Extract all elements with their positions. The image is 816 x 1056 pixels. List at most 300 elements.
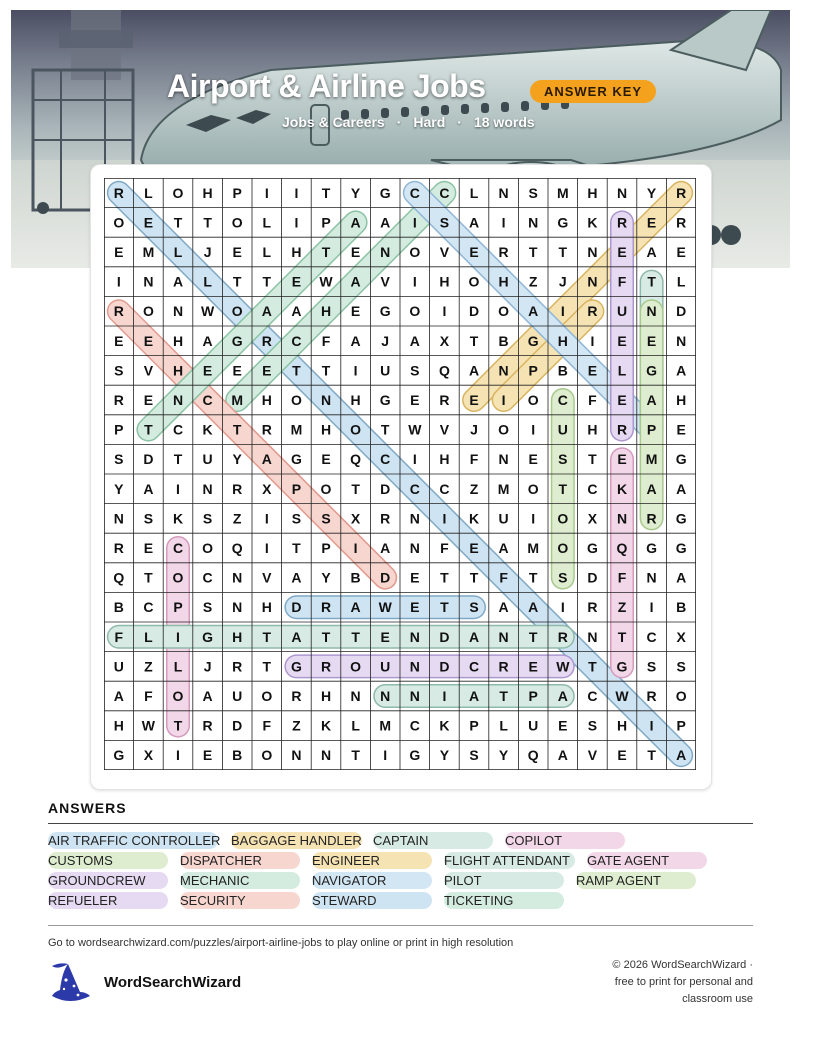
grid-letter[interactable]: T (528, 569, 538, 586)
grid-letter[interactable]: E (321, 451, 331, 468)
grid-letter[interactable]: Y (646, 184, 657, 201)
grid-letter[interactable]: M (645, 451, 658, 468)
grid-letter[interactable]: K (468, 510, 480, 527)
grid-letter[interactable]: O (172, 184, 184, 201)
grid-letter[interactable]: A (113, 688, 124, 704)
grid-letter[interactable]: I (116, 273, 121, 290)
grid-letter[interactable]: F (617, 569, 627, 586)
grid-letter[interactable]: H (291, 244, 302, 260)
grid-letter[interactable]: P (646, 421, 657, 438)
grid-letter[interactable]: W (556, 658, 570, 675)
grid-letter[interactable]: O (468, 273, 480, 290)
grid-letter[interactable]: T (558, 244, 568, 260)
grid-letter[interactable]: P (321, 214, 331, 231)
grid-letter[interactable]: N (498, 184, 509, 201)
grid-letter[interactable]: G (557, 214, 569, 231)
grid-letter[interactable]: G (379, 184, 391, 201)
grid-letter[interactable]: N (409, 688, 420, 704)
grid-letter[interactable]: G (646, 540, 658, 556)
grid-letter[interactable]: E (587, 362, 598, 379)
grid-letter[interactable]: C (202, 569, 213, 586)
grid-letter[interactable]: V (262, 569, 272, 586)
grid-letter[interactable]: G (586, 540, 598, 556)
grid-letter[interactable]: S (202, 510, 213, 527)
grid-letter[interactable]: C (439, 480, 450, 497)
grid-letter[interactable]: C (409, 480, 420, 497)
grid-letter[interactable]: L (173, 658, 183, 675)
grid-letter[interactable]: F (469, 451, 479, 468)
grid-letter[interactable]: R (557, 628, 568, 645)
grid-letter[interactable]: T (292, 362, 301, 379)
grid-letter[interactable]: R (113, 392, 124, 408)
grid-letter[interactable]: F (262, 717, 272, 734)
grid-letter[interactable]: G (379, 392, 391, 408)
grid-letter[interactable]: P (321, 540, 331, 556)
grid-letter[interactable]: K (320, 717, 332, 734)
grid-letter[interactable]: R (113, 540, 124, 556)
grid-letter[interactable]: B (557, 362, 568, 379)
grid-letter[interactable]: Z (617, 599, 627, 616)
grid-letter[interactable]: O (290, 392, 302, 408)
grid-letter[interactable]: G (675, 510, 687, 527)
grid-letter[interactable]: A (350, 599, 361, 616)
grid-letter[interactable]: H (261, 599, 272, 616)
grid-letter[interactable]: A (380, 540, 391, 556)
grid-letter[interactable]: E (676, 244, 686, 260)
grid-letter[interactable]: F (588, 392, 597, 408)
grid-letter[interactable]: Z (469, 480, 479, 497)
grid-letter[interactable]: Y (321, 569, 331, 586)
grid-letter[interactable]: Y (350, 184, 361, 201)
grid-letter[interactable]: D (380, 569, 391, 586)
grid-letter[interactable]: A (676, 747, 687, 764)
grid-letter[interactable]: Z (528, 273, 538, 290)
grid-letter[interactable]: N (143, 273, 154, 290)
grid-letter[interactable]: U (380, 362, 391, 379)
grid-letter[interactable]: P (676, 717, 686, 734)
grid-letter[interactable]: S (321, 510, 331, 527)
grid-letter[interactable]: N (409, 540, 420, 556)
grid-letter[interactable]: D (587, 569, 598, 586)
grid-letter[interactable]: O (172, 688, 184, 704)
grid-letter[interactable]: N (409, 510, 420, 527)
grid-letter[interactable]: I (560, 599, 565, 616)
grid-letter[interactable]: N (676, 332, 687, 349)
grid-letter[interactable]: G (646, 362, 658, 379)
grid-letter[interactable]: V (143, 362, 154, 379)
grid-letter[interactable]: N (587, 273, 598, 290)
grid-letter[interactable]: M (556, 184, 569, 201)
grid-letter[interactable]: E (528, 658, 538, 675)
grid-letter[interactable]: Q (616, 540, 628, 556)
grid-letter[interactable]: R (676, 214, 687, 231)
grid-letter[interactable]: T (440, 569, 449, 586)
grid-letter[interactable]: T (262, 628, 272, 645)
grid-letter[interactable]: S (202, 599, 213, 616)
grid-letter[interactable]: H (616, 717, 628, 734)
grid-letter[interactable]: S (469, 599, 479, 616)
grid-letter[interactable]: E (617, 451, 627, 468)
grid-letter[interactable]: V (439, 244, 450, 260)
grid-letter[interactable]: O (320, 480, 332, 497)
grid-letter[interactable]: I (176, 747, 180, 764)
grid-letter[interactable]: O (557, 510, 569, 527)
grid-letter[interactable]: G (290, 451, 302, 468)
grid-letter[interactable]: H (557, 332, 568, 349)
grid-letter[interactable]: A (380, 214, 391, 231)
grid-letter[interactable]: P (173, 599, 183, 616)
grid-letter[interactable]: K (587, 214, 598, 231)
grid-letter[interactable]: T (617, 628, 627, 645)
grid-letter[interactable]: T (321, 628, 331, 645)
grid-letter[interactable]: Z (292, 717, 301, 734)
grid-letter[interactable]: E (617, 747, 627, 764)
grid-letter[interactable]: X (143, 747, 154, 764)
grid-letter[interactable]: R (291, 688, 302, 704)
grid-letter[interactable]: F (144, 688, 153, 704)
grid-letter[interactable]: H (320, 303, 332, 320)
grid-letter[interactable]: O (409, 303, 421, 320)
grid-letter[interactable]: S (291, 510, 302, 527)
grid-letter[interactable]: R (261, 332, 272, 349)
grid-letter[interactable]: G (527, 332, 539, 349)
grid-letter[interactable]: D (676, 303, 687, 320)
grid-letter[interactable]: I (412, 451, 417, 468)
grid-letter[interactable]: I (176, 628, 180, 645)
grid-letter[interactable]: F (499, 569, 508, 586)
grid-letter[interactable]: H (587, 421, 598, 438)
grid-letter[interactable]: S (114, 451, 124, 468)
grid-letter[interactable]: H (676, 392, 687, 408)
grid-letter[interactable]: J (203, 244, 212, 260)
grid-letter[interactable]: X (262, 480, 272, 497)
grid-letter[interactable]: R (587, 599, 598, 616)
grid-letter[interactable]: L (617, 362, 627, 379)
grid-letter[interactable]: I (294, 184, 299, 201)
grid-letter[interactable]: A (468, 214, 480, 231)
grid-letter[interactable]: Y (439, 747, 450, 764)
grid-letter[interactable]: A (409, 332, 420, 349)
grid-letter[interactable]: R (587, 303, 598, 320)
grid-letter[interactable]: C (587, 688, 598, 704)
grid-letter[interactable]: S (410, 362, 420, 379)
grid-letter[interactable]: E (291, 273, 302, 290)
grid-letter[interactable]: U (232, 688, 243, 704)
grid-letter[interactable]: Q (231, 540, 243, 556)
grid-letter[interactable]: P (469, 717, 479, 734)
grid-letter[interactable]: X (350, 510, 361, 527)
grid-letter[interactable]: N (232, 569, 243, 586)
grid-letter[interactable]: A (676, 362, 687, 379)
grid-letter[interactable]: T (469, 332, 479, 349)
grid-letter[interactable]: E (410, 569, 420, 586)
grid-letter[interactable]: H (113, 717, 124, 734)
grid-letter[interactable]: V (439, 421, 450, 438)
grid-letter[interactable]: E (350, 303, 361, 320)
grid-letter[interactable]: R (380, 510, 391, 527)
grid-letter[interactable]: C (380, 451, 391, 468)
grid-letter[interactable]: N (113, 510, 124, 527)
grid-letter[interactable]: M (290, 421, 303, 438)
grid-letter[interactable]: R (232, 480, 243, 497)
grid-letter[interactable]: N (172, 303, 184, 320)
grid-letter[interactable]: T (321, 244, 331, 260)
grid-letter[interactable]: E (380, 628, 390, 645)
grid-letter[interactable]: I (383, 747, 388, 764)
grid-letter[interactable]: F (440, 540, 449, 556)
grid-letter[interactable]: F (114, 628, 124, 645)
grid-letter[interactable]: R (202, 717, 213, 734)
grid-letter[interactable]: W (408, 421, 422, 438)
grid-letter[interactable]: I (412, 273, 417, 290)
grid-letter[interactable]: T (173, 717, 183, 734)
grid-letter[interactable]: A (172, 273, 184, 290)
grid-letter[interactable]: I (501, 214, 506, 231)
grid-letter[interactable]: U (380, 658, 391, 675)
grid-letter[interactable]: D (380, 480, 391, 497)
grid-letter[interactable]: L (144, 184, 153, 201)
grid-letter[interactable]: E (202, 362, 213, 379)
grid-letter[interactable]: R (113, 303, 124, 320)
grid-letter[interactable]: O (557, 540, 569, 556)
grid-letter[interactable]: W (615, 688, 629, 704)
grid-letter[interactable]: H (172, 332, 184, 349)
grid-letter[interactable]: P (291, 480, 302, 497)
grid-letter[interactable]: T (588, 658, 597, 675)
grid-letter[interactable]: U (616, 303, 628, 320)
grid-letter[interactable]: R (646, 510, 657, 527)
grid-letter[interactable]: M (527, 540, 540, 556)
grid-letter[interactable]: N (320, 392, 332, 408)
grid-letter[interactable]: E (558, 717, 568, 734)
grid-letter[interactable]: L (203, 273, 212, 290)
grid-letter[interactable]: N (409, 658, 420, 675)
grid-letter[interactable]: G (113, 747, 125, 764)
grid-letter[interactable]: E (676, 421, 686, 438)
grid-letter[interactable]: T (232, 421, 242, 438)
grid-letter[interactable]: B (498, 332, 509, 349)
grid-letter[interactable]: T (647, 273, 656, 290)
grid-letter[interactable]: I (649, 717, 654, 734)
grid-letter[interactable]: T (203, 214, 212, 231)
grid-letter[interactable]: S (114, 362, 124, 379)
grid-letter[interactable]: G (231, 332, 243, 349)
grid-letter[interactable]: T (173, 451, 183, 468)
grid-letter[interactable]: E (617, 332, 627, 349)
grid-letter[interactable]: N (528, 214, 539, 231)
grid-letter[interactable]: D (143, 451, 154, 468)
grid-letter[interactable]: T (262, 658, 272, 675)
grid-letter[interactable]: E (232, 362, 242, 379)
grid-letter[interactable]: S (558, 451, 568, 468)
grid-letter[interactable]: A (498, 599, 509, 616)
grid-letter[interactable]: T (558, 480, 568, 497)
grid-letter[interactable]: V (587, 747, 598, 764)
grid-letter[interactable]: D (468, 303, 480, 320)
grid-letter[interactable]: A (468, 362, 480, 379)
grid-letter[interactable]: J (203, 658, 212, 675)
grid-letter[interactable]: R (498, 244, 509, 260)
grid-letter[interactable]: N (646, 303, 657, 320)
grid-letter[interactable]: F (321, 332, 331, 349)
grid-letter[interactable]: A (202, 688, 213, 704)
grid-letter[interactable]: T (144, 421, 153, 438)
grid-letter[interactable]: N (498, 362, 509, 379)
grid-letter[interactable]: U (557, 421, 568, 438)
grid-letter[interactable]: D (439, 658, 450, 675)
grid-letter[interactable]: A (646, 480, 657, 497)
grid-letter[interactable]: X (676, 628, 686, 645)
grid-letter[interactable]: W (378, 599, 392, 616)
grid-letter[interactable]: N (380, 688, 391, 704)
grid-letter[interactable]: C (172, 540, 184, 556)
grid-letter[interactable]: G (675, 451, 687, 468)
grid-letter[interactable]: I (560, 303, 565, 320)
grid-letter[interactable]: S (676, 658, 686, 675)
grid-letter[interactable]: A (676, 569, 687, 586)
grid-letter[interactable]: S (439, 214, 450, 231)
grid-letter[interactable]: I (442, 688, 447, 704)
grid-letter[interactable]: K (616, 480, 628, 497)
grid-letter[interactable]: N (202, 480, 213, 497)
grid-letter[interactable]: D (439, 628, 450, 645)
grid-letter[interactable]: L (469, 184, 479, 201)
grid-letter[interactable]: E (143, 392, 154, 408)
grid-letter[interactable]: O (202, 540, 214, 556)
grid-letter[interactable]: S (587, 717, 598, 734)
grid-letter[interactable]: H (261, 392, 272, 408)
grid-letter[interactable]: S (528, 184, 538, 201)
grid-letter[interactable]: R (232, 658, 243, 675)
grid-letter[interactable]: B (232, 747, 243, 764)
grid-letter[interactable]: O (231, 303, 243, 320)
grid-letter[interactable]: A (646, 392, 657, 408)
grid-letter[interactable]: M (142, 244, 155, 260)
grid-letter[interactable]: U (528, 717, 539, 734)
grid-letter[interactable]: S (646, 658, 657, 675)
grid-letter[interactable]: O (498, 421, 510, 438)
grid-letter[interactable]: N (409, 628, 420, 645)
grid-letter[interactable]: A (291, 628, 302, 645)
grid-letter[interactable]: E (143, 540, 154, 556)
grid-letter[interactable]: E (350, 244, 361, 260)
grid-letter[interactable]: C (291, 332, 302, 349)
grid-letter[interactable]: I (264, 510, 269, 527)
grid-letter[interactable]: E (469, 244, 479, 260)
grid-letter[interactable]: A (646, 244, 657, 260)
grid-letter[interactable]: N (616, 184, 628, 201)
grid-letter[interactable]: P (232, 184, 242, 201)
grid-letter[interactable]: E (528, 451, 538, 468)
grid-letter[interactable]: S (469, 747, 479, 764)
grid-letter[interactable]: M (379, 717, 392, 734)
grid-letter[interactable]: R (439, 392, 450, 408)
grid-letter[interactable]: T (469, 569, 479, 586)
grid-letter[interactable]: C (646, 628, 657, 645)
grid-letter[interactable]: L (351, 717, 360, 734)
grid-letter[interactable]: E (617, 392, 627, 408)
grid-letter[interactable]: T (321, 362, 331, 379)
grid-letter[interactable]: I (353, 362, 358, 379)
grid-letter[interactable]: H (498, 273, 509, 290)
grid-letter[interactable]: A (291, 569, 302, 586)
grid-letter[interactable]: B (113, 599, 124, 616)
grid-letter[interactable]: E (143, 214, 154, 231)
grid-letter[interactable]: R (616, 421, 628, 438)
grid-letter[interactable]: F (617, 273, 627, 290)
grid-letter[interactable]: D (232, 717, 243, 734)
grid-letter[interactable]: Z (232, 510, 242, 527)
grid-letter[interactable]: Y (498, 747, 509, 764)
grid-letter[interactable]: B (676, 599, 687, 616)
grid-letter[interactable]: R (320, 599, 332, 616)
grid-letter[interactable]: Y (232, 451, 242, 468)
grid-letter[interactable]: R (616, 214, 628, 231)
grid-letter[interactable]: U (498, 510, 509, 527)
grid-letter[interactable]: A (468, 628, 480, 645)
grid-letter[interactable]: T (232, 273, 242, 290)
grid-letter[interactable]: A (261, 303, 272, 320)
footer-link-text[interactable]: Go to wordsearchwizard.com/puzzles/airport-airline-jobs to play online or print in high resolution (48, 937, 514, 949)
grid-letter[interactable]: C (439, 184, 450, 201)
grid-letter[interactable]: H (320, 688, 332, 704)
grid-letter[interactable]: I (353, 540, 358, 556)
grid-letter[interactable]: Q (438, 362, 450, 379)
grid-letter[interactable]: Y (114, 480, 124, 497)
grid-letter[interactable]: T (321, 184, 331, 201)
grid-letter[interactable]: R (646, 688, 657, 704)
grid-letter[interactable]: E (646, 332, 657, 349)
grid-letter[interactable]: S (558, 569, 568, 586)
grid-letter[interactable]: B (350, 569, 361, 586)
grid-letter[interactable]: X (439, 332, 450, 349)
grid-letter[interactable]: U (113, 658, 124, 675)
grid-letter[interactable]: A (202, 332, 213, 349)
grid-letter[interactable]: O (350, 658, 362, 675)
grid-letter[interactable]: U (202, 451, 213, 468)
grid-letter[interactable]: A (350, 332, 361, 349)
grid-letter[interactable]: T (528, 628, 538, 645)
grid-letter[interactable]: T (647, 747, 656, 764)
grid-letter[interactable]: N (320, 747, 332, 764)
grid-letter[interactable]: K (202, 421, 213, 438)
grid-letter[interactable]: K (172, 510, 184, 527)
grid-letter[interactable]: C (202, 392, 213, 408)
grid-letter[interactable]: O (261, 688, 273, 704)
grid-letter[interactable]: S (143, 510, 154, 527)
grid-letter[interactable]: R (261, 421, 272, 438)
grid-letter[interactable]: D (291, 599, 302, 616)
grid-letter[interactable]: T (173, 214, 183, 231)
grid-letter[interactable]: A (143, 480, 154, 497)
grid-letter[interactable]: E (410, 599, 420, 616)
grid-letter[interactable]: H (439, 451, 450, 468)
grid-letter[interactable]: A (291, 303, 302, 320)
grid-letter[interactable]: C (409, 184, 420, 201)
grid-letter[interactable]: P (528, 362, 538, 379)
grid-letter[interactable]: H (232, 628, 243, 645)
grid-letter[interactable]: I (294, 214, 299, 231)
grid-letter[interactable]: E (262, 362, 272, 379)
grid-letter[interactable]: E (114, 332, 124, 349)
grid-letter[interactable]: X (587, 510, 598, 527)
grid-letter[interactable]: I (649, 599, 654, 616)
grid-letter[interactable]: O (527, 392, 539, 408)
grid-letter[interactable]: E (232, 244, 242, 260)
grid-letter[interactable]: E (646, 214, 657, 231)
grid-letter[interactable]: T (351, 480, 360, 497)
grid-letter[interactable]: I (264, 184, 269, 201)
